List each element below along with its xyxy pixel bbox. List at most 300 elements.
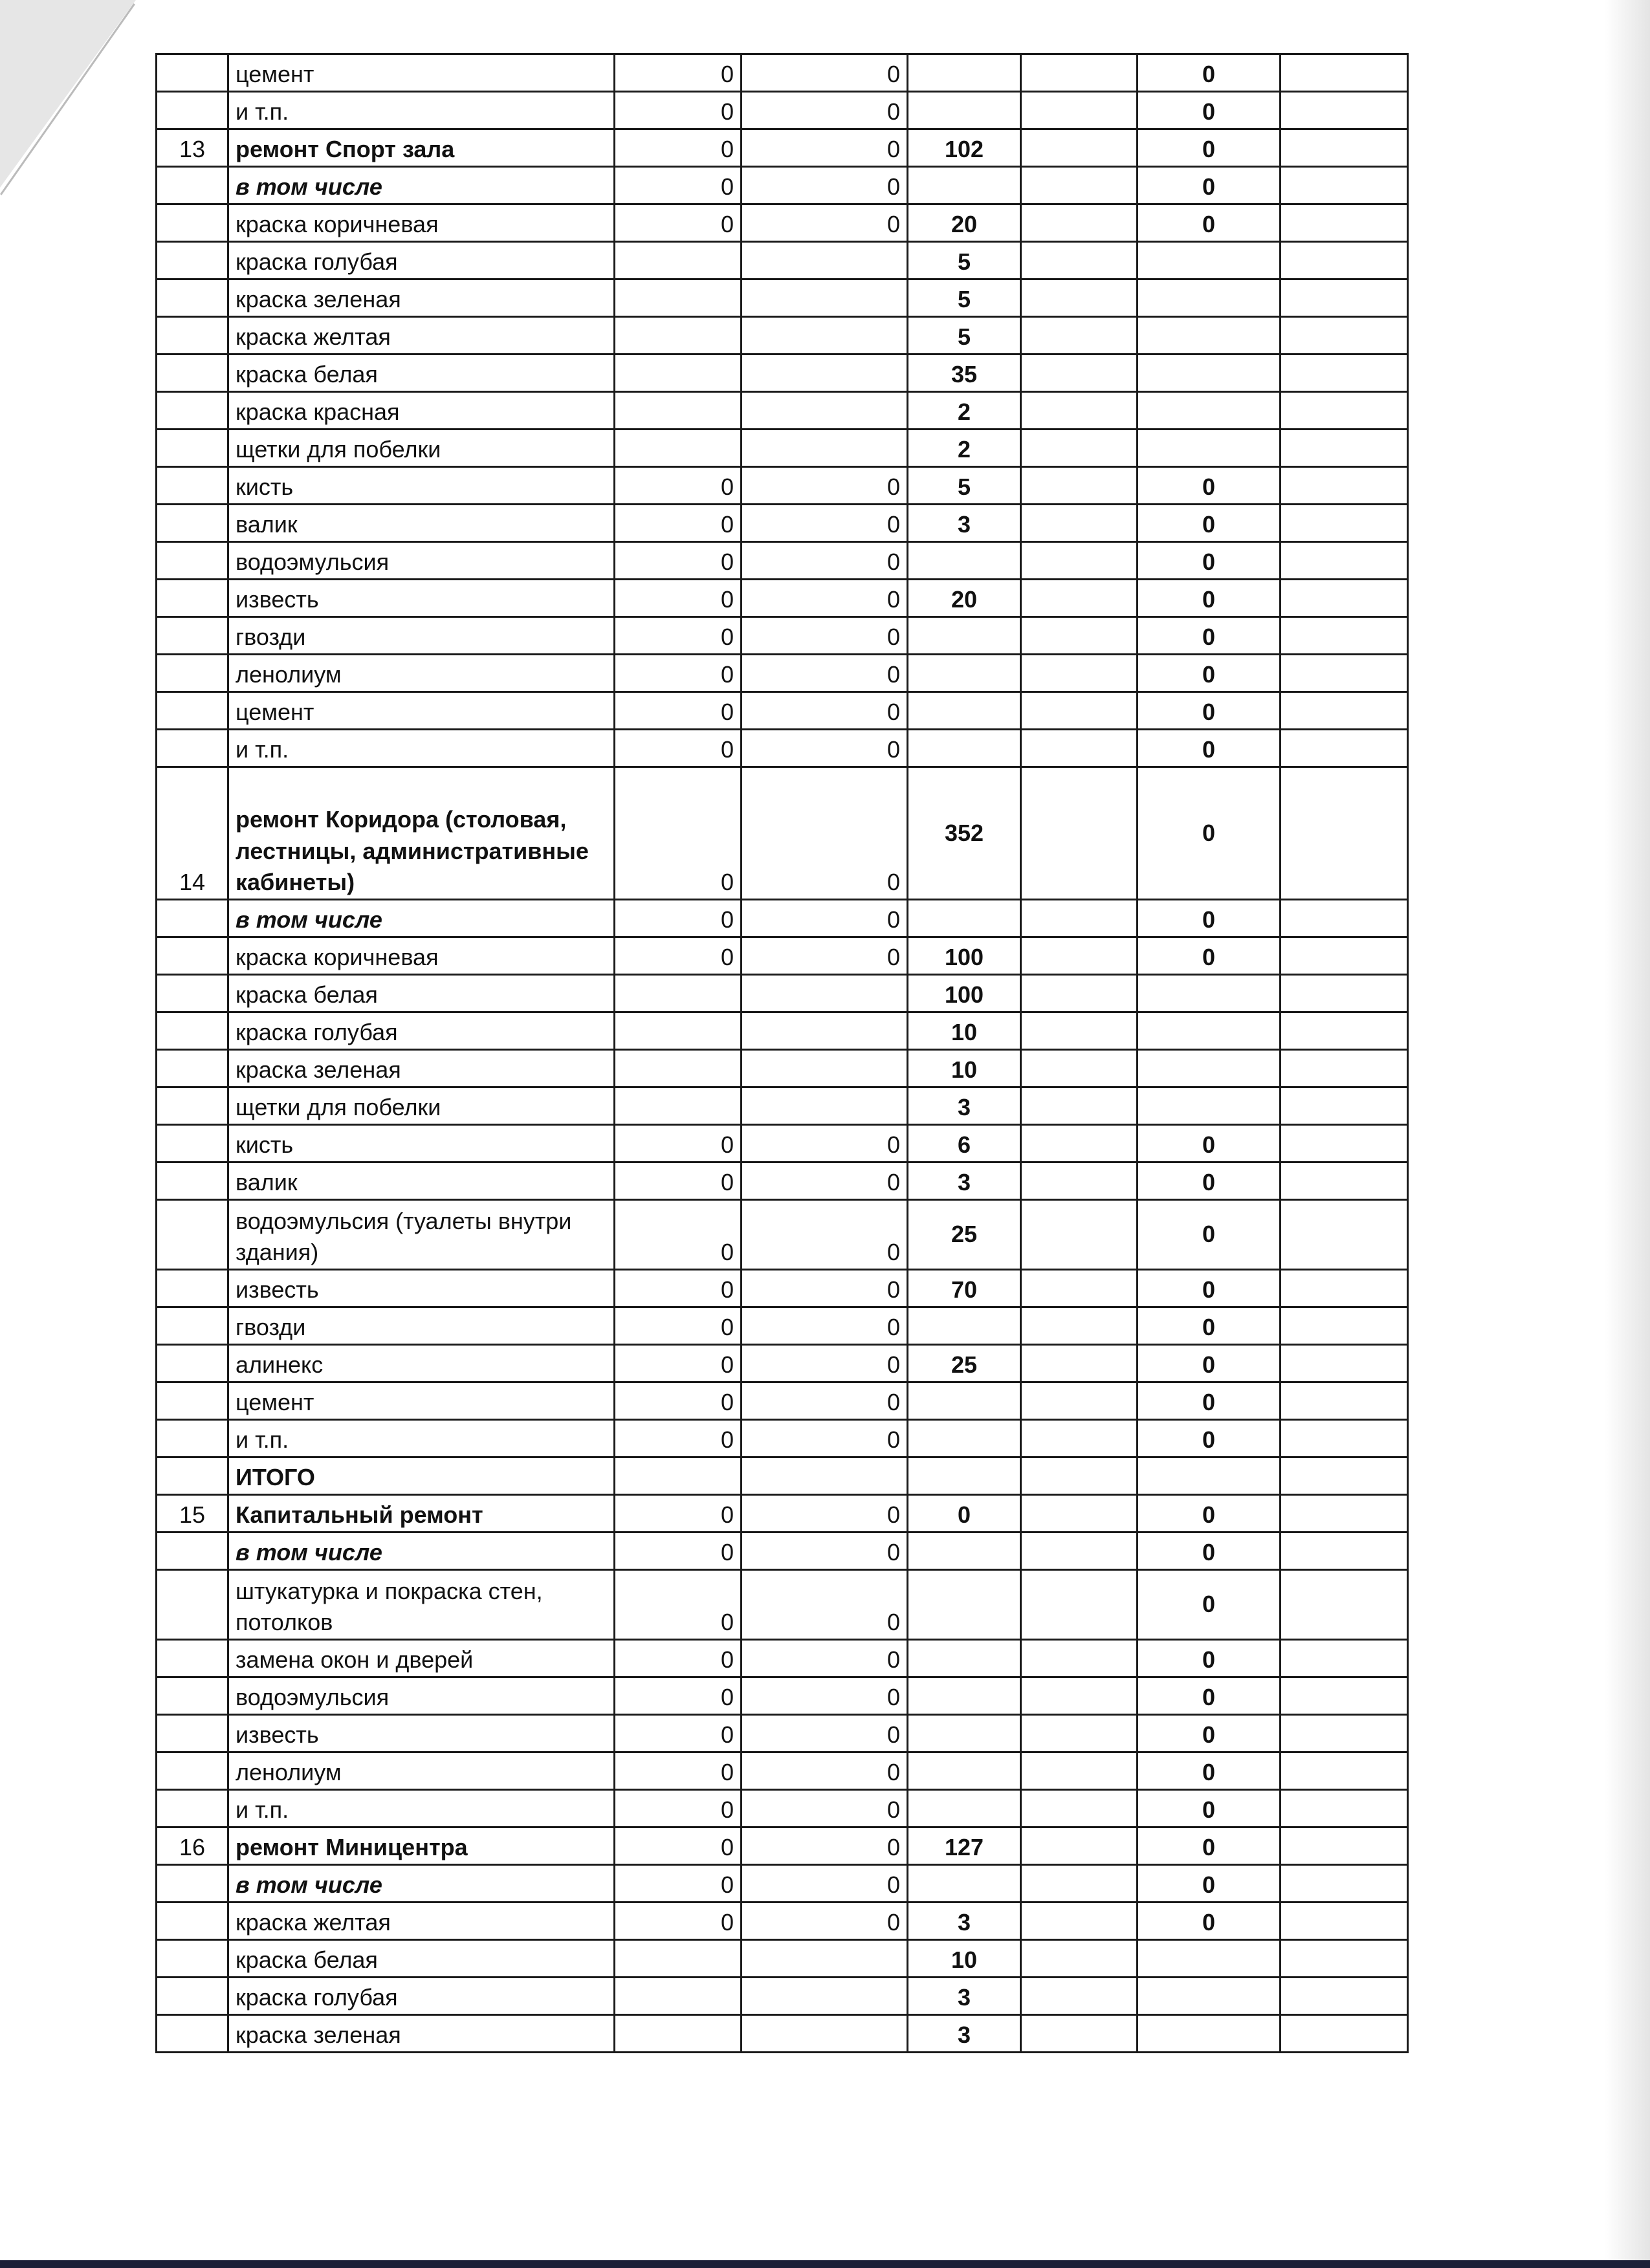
row-number-cell bbox=[157, 204, 228, 242]
value-cell-col4: 0 bbox=[742, 505, 908, 542]
row-number-cell bbox=[157, 167, 228, 204]
value-cell-col4 bbox=[742, 354, 908, 392]
value-cell-col4: 0 bbox=[742, 1382, 908, 1420]
value-cell-col7: 0 bbox=[1138, 1865, 1281, 1903]
item-name-cell: замена окон и дверей bbox=[228, 1640, 615, 1677]
table-row bbox=[157, 655, 1408, 692]
value-cell-col4: 0 bbox=[742, 1715, 908, 1752]
value-cell-col6 bbox=[1021, 767, 1138, 900]
value-cell-col7: 0 bbox=[1138, 655, 1281, 692]
value-cell-col7: 0 bbox=[1138, 1532, 1281, 1570]
value-cell-col8 bbox=[1281, 392, 1408, 430]
value-cell-col6 bbox=[1021, 129, 1138, 167]
row-number-cell bbox=[157, 692, 228, 730]
value-cell-col3: 0 bbox=[615, 204, 742, 242]
value-cell-col5 bbox=[908, 617, 1021, 655]
value-cell-col7: 0 bbox=[1138, 767, 1281, 900]
item-name-cell: ИТОГО bbox=[228, 1457, 615, 1495]
table-row bbox=[157, 767, 1408, 900]
value-cell-col6 bbox=[1021, 1162, 1138, 1200]
value-cell-col4: 0 bbox=[742, 1865, 908, 1903]
value-cell-col8 bbox=[1281, 505, 1408, 542]
value-cell-col3: 0 bbox=[615, 730, 742, 767]
value-cell-col8 bbox=[1281, 1790, 1408, 1827]
row-number-cell: 15 bbox=[157, 1495, 228, 1532]
materials-table-body bbox=[157, 54, 1408, 2053]
item-name-cell: краска зеленая bbox=[228, 1050, 615, 1087]
item-name-cell: цемент bbox=[228, 1382, 615, 1420]
value-cell-col3 bbox=[615, 1457, 742, 1495]
value-cell-col7 bbox=[1138, 279, 1281, 317]
value-cell-col7 bbox=[1138, 317, 1281, 354]
row-number-cell bbox=[157, 1532, 228, 1570]
value-cell-col5: 5 bbox=[908, 467, 1021, 505]
value-cell-col5: 3 bbox=[908, 1162, 1021, 1200]
value-cell-col3 bbox=[615, 430, 742, 467]
table-row bbox=[157, 1382, 1408, 1420]
value-cell-col6 bbox=[1021, 1270, 1138, 1307]
value-cell-col8 bbox=[1281, 1532, 1408, 1570]
item-name-cell: штукатурка и покраска стен, потолков bbox=[228, 1570, 615, 1640]
value-cell-col3: 0 bbox=[615, 617, 742, 655]
item-name-cell: в том числе bbox=[228, 1865, 615, 1903]
value-cell-col8 bbox=[1281, 1978, 1408, 2015]
value-cell-col8 bbox=[1281, 167, 1408, 204]
item-name-cell: валик bbox=[228, 505, 615, 542]
value-cell-col6 bbox=[1021, 1827, 1138, 1865]
value-cell-col6 bbox=[1021, 92, 1138, 129]
value-cell-col4 bbox=[742, 1012, 908, 1050]
value-cell-col4 bbox=[742, 279, 908, 317]
value-cell-col6 bbox=[1021, 1790, 1138, 1827]
value-cell-col3: 0 bbox=[615, 542, 742, 580]
value-cell-col5: 100 bbox=[908, 975, 1021, 1012]
value-cell-col8 bbox=[1281, 617, 1408, 655]
value-cell-col7: 0 bbox=[1138, 1345, 1281, 1382]
value-cell-col7: 0 bbox=[1138, 580, 1281, 617]
value-cell-col4 bbox=[742, 1940, 908, 1978]
value-cell-col8 bbox=[1281, 1865, 1408, 1903]
value-cell-col6 bbox=[1021, 1050, 1138, 1087]
value-cell-col5: 20 bbox=[908, 580, 1021, 617]
item-name-cell: краска желтая bbox=[228, 1903, 615, 1940]
row-number-cell bbox=[157, 937, 228, 975]
value-cell-col6 bbox=[1021, 1420, 1138, 1457]
value-cell-col6 bbox=[1021, 1940, 1138, 1978]
item-name-cell: Капитальный ремонт bbox=[228, 1495, 615, 1532]
table-row bbox=[157, 1715, 1408, 1752]
value-cell-col6 bbox=[1021, 242, 1138, 279]
row-number-cell bbox=[157, 467, 228, 505]
value-cell-col3: 0 bbox=[615, 1532, 742, 1570]
table-row bbox=[157, 1420, 1408, 1457]
value-cell-col3 bbox=[615, 975, 742, 1012]
row-number-cell bbox=[157, 1752, 228, 1790]
value-cell-col5 bbox=[908, 900, 1021, 937]
table-row bbox=[157, 2015, 1408, 2053]
value-cell-col8 bbox=[1281, 1382, 1408, 1420]
value-cell-col4 bbox=[742, 1457, 908, 1495]
value-cell-col4: 0 bbox=[742, 617, 908, 655]
item-name-cell: водоэмульсия (туалеты внутри здания) bbox=[228, 1200, 615, 1270]
value-cell-col8 bbox=[1281, 1270, 1408, 1307]
value-cell-col3: 0 bbox=[615, 1640, 742, 1677]
value-cell-col8 bbox=[1281, 54, 1408, 92]
value-cell-col7 bbox=[1138, 2015, 1281, 2053]
table-row bbox=[157, 542, 1408, 580]
row-number-cell bbox=[157, 1200, 228, 1270]
value-cell-col8 bbox=[1281, 1827, 1408, 1865]
value-cell-col8 bbox=[1281, 1457, 1408, 1495]
value-cell-col7: 0 bbox=[1138, 1790, 1281, 1827]
row-number-cell bbox=[157, 730, 228, 767]
value-cell-col8 bbox=[1281, 317, 1408, 354]
value-cell-col7: 0 bbox=[1138, 54, 1281, 92]
row-number-cell bbox=[157, 1978, 228, 2015]
value-cell-col3: 0 bbox=[615, 1162, 742, 1200]
value-cell-col7: 0 bbox=[1138, 1162, 1281, 1200]
value-cell-col4: 0 bbox=[742, 1903, 908, 1940]
value-cell-col8 bbox=[1281, 1012, 1408, 1050]
value-cell-col6 bbox=[1021, 505, 1138, 542]
row-number-cell bbox=[157, 542, 228, 580]
value-cell-col5 bbox=[908, 655, 1021, 692]
value-cell-col5: 3 bbox=[908, 505, 1021, 542]
value-cell-col3: 0 bbox=[615, 1200, 742, 1270]
value-cell-col6 bbox=[1021, 1532, 1138, 1570]
item-name-cell: краска белая bbox=[228, 975, 615, 1012]
value-cell-col6 bbox=[1021, 1457, 1138, 1495]
value-cell-col3 bbox=[615, 317, 742, 354]
table-row bbox=[157, 129, 1408, 167]
value-cell-col5: 25 bbox=[908, 1200, 1021, 1270]
item-name-cell: валик bbox=[228, 1162, 615, 1200]
value-cell-col8 bbox=[1281, 1050, 1408, 1087]
value-cell-col5 bbox=[908, 54, 1021, 92]
row-number-cell: 16 bbox=[157, 1827, 228, 1865]
value-cell-col7: 0 bbox=[1138, 167, 1281, 204]
value-cell-col3: 0 bbox=[615, 1827, 742, 1865]
value-cell-col5: 3 bbox=[908, 1978, 1021, 2015]
value-cell-col7: 0 bbox=[1138, 617, 1281, 655]
value-cell-col6 bbox=[1021, 730, 1138, 767]
materials-table bbox=[155, 53, 1409, 2053]
value-cell-col6 bbox=[1021, 167, 1138, 204]
item-name-cell: гвозди bbox=[228, 617, 615, 655]
value-cell-col8 bbox=[1281, 1200, 1408, 1270]
value-cell-col5: 10 bbox=[908, 1012, 1021, 1050]
value-cell-col7 bbox=[1138, 1087, 1281, 1125]
value-cell-col4: 0 bbox=[742, 167, 908, 204]
value-cell-col7: 0 bbox=[1138, 692, 1281, 730]
value-cell-col8 bbox=[1281, 1420, 1408, 1457]
value-cell-col3: 0 bbox=[615, 1382, 742, 1420]
value-cell-col7: 0 bbox=[1138, 542, 1281, 580]
value-cell-col7: 0 bbox=[1138, 730, 1281, 767]
table-row bbox=[157, 279, 1408, 317]
item-name-cell: водоэмульсия bbox=[228, 1677, 615, 1715]
value-cell-col6 bbox=[1021, 204, 1138, 242]
value-cell-col4 bbox=[742, 975, 908, 1012]
value-cell-col3: 0 bbox=[615, 655, 742, 692]
row-number-cell bbox=[157, 1715, 228, 1752]
value-cell-col3: 0 bbox=[615, 900, 742, 937]
value-cell-col6 bbox=[1021, 1715, 1138, 1752]
value-cell-col8 bbox=[1281, 542, 1408, 580]
value-cell-col3 bbox=[615, 1940, 742, 1978]
value-cell-col3: 0 bbox=[615, 129, 742, 167]
value-cell-col5: 0 bbox=[908, 1495, 1021, 1532]
row-number-cell bbox=[157, 1125, 228, 1162]
value-cell-col4 bbox=[742, 2015, 908, 2053]
table-row bbox=[157, 1162, 1408, 1200]
value-cell-col6 bbox=[1021, 1903, 1138, 1940]
value-cell-col8 bbox=[1281, 279, 1408, 317]
row-number-cell bbox=[157, 54, 228, 92]
table-row bbox=[157, 1532, 1408, 1570]
value-cell-col5 bbox=[908, 1457, 1021, 1495]
value-cell-col3 bbox=[615, 279, 742, 317]
table-row bbox=[157, 317, 1408, 354]
value-cell-col6 bbox=[1021, 655, 1138, 692]
value-cell-col7: 0 bbox=[1138, 1200, 1281, 1270]
value-cell-col5: 352 bbox=[908, 767, 1021, 900]
table-row bbox=[157, 1978, 1408, 2015]
value-cell-col3: 0 bbox=[615, 767, 742, 900]
value-cell-col6 bbox=[1021, 54, 1138, 92]
value-cell-col5: 5 bbox=[908, 279, 1021, 317]
value-cell-col5: 70 bbox=[908, 1270, 1021, 1307]
value-cell-col3: 0 bbox=[615, 1570, 742, 1640]
table-row bbox=[157, 1903, 1408, 1940]
value-cell-col4: 0 bbox=[742, 767, 908, 900]
value-cell-col8 bbox=[1281, 900, 1408, 937]
value-cell-col3: 0 bbox=[615, 692, 742, 730]
value-cell-col7 bbox=[1138, 354, 1281, 392]
value-cell-col5 bbox=[908, 1307, 1021, 1345]
value-cell-col6 bbox=[1021, 430, 1138, 467]
value-cell-col5 bbox=[908, 92, 1021, 129]
value-cell-col8 bbox=[1281, 430, 1408, 467]
table-row bbox=[157, 1677, 1408, 1715]
value-cell-col6 bbox=[1021, 1495, 1138, 1532]
item-name-cell: краска белая bbox=[228, 354, 615, 392]
value-cell-col3 bbox=[615, 1978, 742, 2015]
table-row bbox=[157, 900, 1408, 937]
value-cell-col5: 10 bbox=[908, 1050, 1021, 1087]
value-cell-col5 bbox=[908, 1715, 1021, 1752]
table-row bbox=[157, 1640, 1408, 1677]
row-number-cell bbox=[157, 1790, 228, 1827]
value-cell-col8 bbox=[1281, 655, 1408, 692]
item-name-cell: краска желтая bbox=[228, 317, 615, 354]
value-cell-col3: 0 bbox=[615, 1752, 742, 1790]
item-name-cell: ленолиум bbox=[228, 1752, 615, 1790]
row-number-cell bbox=[157, 1050, 228, 1087]
value-cell-col5: 102 bbox=[908, 129, 1021, 167]
row-number-cell bbox=[157, 580, 228, 617]
item-name-cell: краска белая bbox=[228, 1940, 615, 1978]
value-cell-col6 bbox=[1021, 392, 1138, 430]
value-cell-col6 bbox=[1021, 1307, 1138, 1345]
value-cell-col4: 0 bbox=[742, 204, 908, 242]
value-cell-col4: 0 bbox=[742, 1677, 908, 1715]
value-cell-col7 bbox=[1138, 1940, 1281, 1978]
row-number-cell bbox=[157, 505, 228, 542]
row-number-cell bbox=[157, 1903, 228, 1940]
value-cell-col4: 0 bbox=[742, 1307, 908, 1345]
item-name-cell: краска красная bbox=[228, 392, 615, 430]
value-cell-col5: 5 bbox=[908, 242, 1021, 279]
value-cell-col4: 0 bbox=[742, 1570, 908, 1640]
row-number-cell bbox=[157, 1382, 228, 1420]
value-cell-col4: 0 bbox=[742, 54, 908, 92]
value-cell-col3 bbox=[615, 1087, 742, 1125]
value-cell-col5: 5 bbox=[908, 317, 1021, 354]
value-cell-col4: 0 bbox=[742, 580, 908, 617]
value-cell-col3 bbox=[615, 354, 742, 392]
value-cell-col8 bbox=[1281, 730, 1408, 767]
page-edge-shadow bbox=[1605, 0, 1650, 2268]
item-name-cell: кисть bbox=[228, 467, 615, 505]
row-number-cell bbox=[157, 354, 228, 392]
value-cell-col6 bbox=[1021, 1752, 1138, 1790]
row-number-cell bbox=[157, 430, 228, 467]
value-cell-col5: 2 bbox=[908, 430, 1021, 467]
value-cell-col7: 0 bbox=[1138, 204, 1281, 242]
value-cell-col4: 0 bbox=[742, 1790, 908, 1827]
value-cell-col5 bbox=[908, 730, 1021, 767]
value-cell-col4: 0 bbox=[742, 1200, 908, 1270]
value-cell-col3 bbox=[615, 2015, 742, 2053]
row-number-cell bbox=[157, 1345, 228, 1382]
value-cell-col4: 0 bbox=[742, 1495, 908, 1532]
table-row bbox=[157, 1012, 1408, 1050]
value-cell-col6 bbox=[1021, 692, 1138, 730]
value-cell-col7: 0 bbox=[1138, 1677, 1281, 1715]
value-cell-col4: 0 bbox=[742, 1420, 908, 1457]
value-cell-col8 bbox=[1281, 204, 1408, 242]
row-number-cell: 14 bbox=[157, 767, 228, 900]
value-cell-col3: 0 bbox=[615, 1677, 742, 1715]
value-cell-col3 bbox=[615, 1012, 742, 1050]
table-row bbox=[157, 1307, 1408, 1345]
row-number-cell bbox=[157, 617, 228, 655]
value-cell-col5: 100 bbox=[908, 937, 1021, 975]
row-number-cell bbox=[157, 1012, 228, 1050]
row-number-cell bbox=[157, 1270, 228, 1307]
value-cell-col6 bbox=[1021, 580, 1138, 617]
value-cell-col7: 0 bbox=[1138, 1903, 1281, 1940]
document-sheet bbox=[155, 53, 1409, 2053]
value-cell-col5 bbox=[908, 1752, 1021, 1790]
value-cell-col6 bbox=[1021, 1087, 1138, 1125]
value-cell-col6 bbox=[1021, 1345, 1138, 1382]
row-number-cell bbox=[157, 1570, 228, 1640]
row-number-cell bbox=[157, 1865, 228, 1903]
item-name-cell: ремонт Миницентра bbox=[228, 1827, 615, 1865]
table-row bbox=[157, 1865, 1408, 1903]
value-cell-col3: 0 bbox=[615, 1790, 742, 1827]
table-row bbox=[157, 580, 1408, 617]
value-cell-col4 bbox=[742, 242, 908, 279]
item-name-cell: и т.п. bbox=[228, 1420, 615, 1457]
row-number-cell bbox=[157, 392, 228, 430]
item-name-cell: ленолиум bbox=[228, 655, 615, 692]
row-number-cell bbox=[157, 1420, 228, 1457]
value-cell-col7: 0 bbox=[1138, 1420, 1281, 1457]
value-cell-col5 bbox=[908, 1532, 1021, 1570]
row-number-cell bbox=[157, 1677, 228, 1715]
item-name-cell: в том числе bbox=[228, 1532, 615, 1570]
table-row bbox=[157, 1270, 1408, 1307]
value-cell-col7: 0 bbox=[1138, 129, 1281, 167]
table-row bbox=[157, 1570, 1408, 1640]
value-cell-col7 bbox=[1138, 1457, 1281, 1495]
value-cell-col4: 0 bbox=[742, 1162, 908, 1200]
value-cell-col8 bbox=[1281, 354, 1408, 392]
value-cell-col4: 0 bbox=[742, 1125, 908, 1162]
value-cell-col6 bbox=[1021, 617, 1138, 655]
value-cell-col3: 0 bbox=[615, 1345, 742, 1382]
value-cell-col8 bbox=[1281, 1640, 1408, 1677]
value-cell-col8 bbox=[1281, 1162, 1408, 1200]
value-cell-col8 bbox=[1281, 975, 1408, 1012]
value-cell-col7 bbox=[1138, 392, 1281, 430]
item-name-cell: цемент bbox=[228, 692, 615, 730]
value-cell-col8 bbox=[1281, 1570, 1408, 1640]
value-cell-col6 bbox=[1021, 1125, 1138, 1162]
table-row bbox=[157, 354, 1408, 392]
table-row bbox=[157, 392, 1408, 430]
row-number-cell bbox=[157, 1940, 228, 1978]
value-cell-col8 bbox=[1281, 580, 1408, 617]
value-cell-col5: 20 bbox=[908, 204, 1021, 242]
item-name-cell: краска голубая bbox=[228, 242, 615, 279]
value-cell-col7 bbox=[1138, 1050, 1281, 1087]
value-cell-col5 bbox=[908, 1420, 1021, 1457]
table-row bbox=[157, 204, 1408, 242]
row-number-cell bbox=[157, 1307, 228, 1345]
row-number-cell bbox=[157, 900, 228, 937]
table-row bbox=[157, 167, 1408, 204]
value-cell-col7: 0 bbox=[1138, 1495, 1281, 1532]
value-cell-col8 bbox=[1281, 1087, 1408, 1125]
value-cell-col6 bbox=[1021, 975, 1138, 1012]
value-cell-col3: 0 bbox=[615, 937, 742, 975]
value-cell-col4: 0 bbox=[742, 900, 908, 937]
value-cell-col3: 0 bbox=[615, 1903, 742, 1940]
value-cell-col7 bbox=[1138, 242, 1281, 279]
table-row bbox=[157, 1125, 1408, 1162]
value-cell-col5 bbox=[908, 1790, 1021, 1827]
value-cell-col7 bbox=[1138, 1978, 1281, 2015]
value-cell-col5: 3 bbox=[908, 2015, 1021, 2053]
value-cell-col5 bbox=[908, 692, 1021, 730]
value-cell-col5 bbox=[908, 1640, 1021, 1677]
value-cell-col7: 0 bbox=[1138, 937, 1281, 975]
value-cell-col5 bbox=[908, 1570, 1021, 1640]
value-cell-col5 bbox=[908, 1677, 1021, 1715]
table-row bbox=[157, 730, 1408, 767]
value-cell-col5: 10 bbox=[908, 1940, 1021, 1978]
value-cell-col8 bbox=[1281, 1125, 1408, 1162]
value-cell-col7: 0 bbox=[1138, 1307, 1281, 1345]
item-name-cell: водоэмульсия bbox=[228, 542, 615, 580]
table-row bbox=[157, 92, 1408, 129]
table-row bbox=[157, 1050, 1408, 1087]
item-name-cell: известь bbox=[228, 1270, 615, 1307]
